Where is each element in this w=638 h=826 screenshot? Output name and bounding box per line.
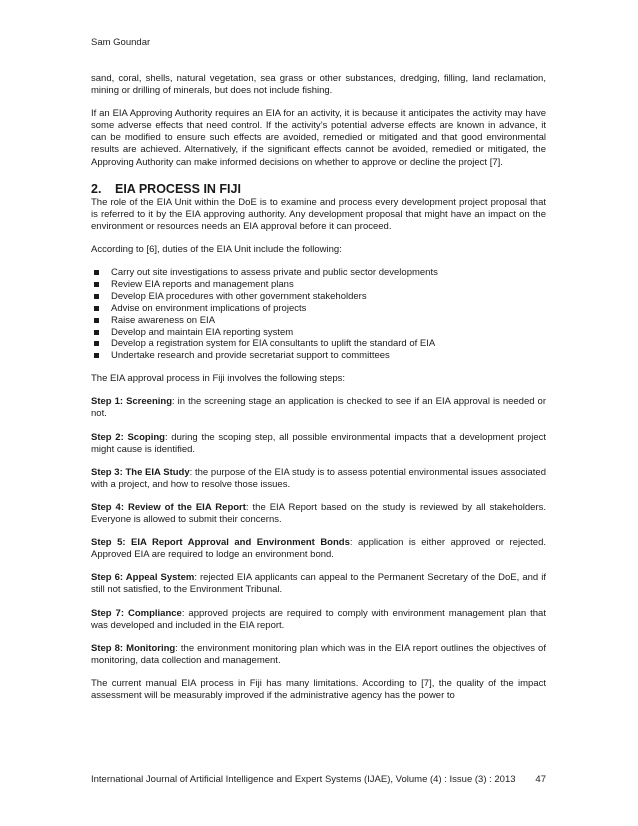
step-paragraph <box>91 467 546 491</box>
bullet-square-icon <box>94 330 99 335</box>
list-item-text: Develop and maintain EIA reporting system <box>111 326 294 338</box>
step-text: : the environment monitoring plan which was in the EIA report outlines the objectives of monitoring, data collection and management. <box>91 642 546 666</box>
step-paragraph <box>91 432 546 456</box>
list-item-text: Develop EIA procedures with other government stakeholders <box>111 290 367 302</box>
step-text: : the purpose of the EIA study is to assess potential environmental issues associated with a project, and how to resolve those issues. <box>91 466 546 490</box>
step-paragraph <box>91 396 546 420</box>
list-item <box>91 303 546 315</box>
step-paragraph <box>91 537 546 561</box>
duties-list <box>91 267 546 362</box>
list-item-text: Develop a registration system for EIA consultants to uplift the standard of EIA <box>111 338 436 350</box>
list-item <box>91 350 546 362</box>
list-item-text: Undertake research and provide secretariat support to committees <box>111 350 390 362</box>
bullet-square-icon <box>94 318 99 323</box>
step-paragraph <box>91 572 546 596</box>
paragraph: sand, coral, shells, natural vegetation, sea grass or other substances, dredging, filling, land reclamation, mining or drilling of minerals, but does not include fishing. <box>91 73 546 97</box>
paragraph: The EIA approval process in Fiji involves the following steps: <box>91 373 345 385</box>
bullet-square-icon <box>94 353 99 358</box>
paragraph: The current manual EIA process in Fiji has many limitations. According to [7], the quality of the impact assessment will be measurably improved if the administrative agency has the power to <box>91 677 546 701</box>
step-text: : during the scoping step, all possible environmental impacts that a development project might cause is identified. <box>91 431 546 455</box>
bullet-square-icon <box>94 341 99 346</box>
step-text: : the EIA Report based on the study is reviewed by all stakeholders. Everyone is allowed to submit their concerns. <box>91 501 547 526</box>
running-head-author: Sam Goundar <box>91 37 151 48</box>
paragraph: If an EIA Approving Authority requires an EIA for an activity, it is because it anticipates the activity may have some adverse effects that need control. If the activity’s potential adverse effects are known in advance, it can be modified to ensure such effects are avoided, remedied or mitigated and that good environmental results are achieved. Alternatively, if the significant effects cannot be avoided, remedied or mitigated, the Approving Authority can make informed decisions on whether to approve or decline the project [7]. <box>91 108 546 168</box>
step-paragraph <box>91 502 546 526</box>
journal-citation: International Journal of Artificial Intelligence and Expert Systems (IJAE), Volume (4) : Issue (3) : 2013 <box>91 774 516 785</box>
paragraph: According to [6], duties of the EIA Unit include the following: <box>91 243 342 255</box>
list-item <box>91 315 546 327</box>
step-label: Step 3: The EIA Study <box>91 466 190 478</box>
step-paragraph <box>91 643 546 667</box>
step-text: : application is either approved or rejected. Approved EIA are required to lodge an environment bond. <box>91 537 546 561</box>
section-number: 2. <box>91 181 102 196</box>
step-label: Step 7: Compliance <box>91 607 182 619</box>
list-item-text: Advise on environment implications of projects <box>111 302 307 314</box>
bullet-square-icon <box>94 282 99 287</box>
step-label: Step 6: Appeal System <box>91 572 195 584</box>
list-item-text: Carry out site investigations to assess private and public sector developments <box>111 267 438 279</box>
section-title: EIA PROCESS IN FIJI <box>115 181 241 196</box>
step-label: Step 4: Review of the EIA Report <box>91 501 246 513</box>
list-item-text: Review EIA reports and management plans <box>111 278 294 290</box>
list-item <box>91 267 546 279</box>
step-text: : in the screening stage an application is checked to see if an EIA approval is needed or not. <box>91 396 546 420</box>
page-number: 47 <box>535 774 546 785</box>
bullet-square-icon <box>94 306 99 311</box>
list-item-text: Raise awareness on EIA <box>111 314 216 326</box>
bullet-square-icon <box>94 270 99 275</box>
step-label: Step 2: Scoping <box>91 431 165 443</box>
bullet-square-icon <box>94 294 99 299</box>
list-item <box>91 338 546 350</box>
article-body <box>91 73 546 702</box>
step-label: Step 8: Monitoring <box>91 642 176 654</box>
step-label: Step 1: Screening <box>91 396 172 408</box>
page-footer <box>91 774 546 785</box>
step-paragraph <box>91 608 546 632</box>
step-text: : rejected EIA applicants can appeal to the Permanent Secretary of the DoE, and if still not satisfied, to the Environment Tribunal. <box>91 572 546 596</box>
list-item <box>91 279 546 291</box>
step-label: Step 5: EIA Report Approval and Environment Bonds <box>91 537 350 549</box>
step-text: : approved projects are required to comply with environment management plan that was developed and included in the EIA report. <box>91 607 546 631</box>
list-item <box>91 327 546 339</box>
section-heading <box>91 182 546 197</box>
list-item <box>91 291 546 303</box>
paragraph: The role of the EIA Unit within the DoE is to examine and process every development project proposal that is referred to it by the EIA approving authority. Any development proposal that might have an impact on the environment or resources needs an EIA approval before it can proceed. <box>91 196 546 232</box>
